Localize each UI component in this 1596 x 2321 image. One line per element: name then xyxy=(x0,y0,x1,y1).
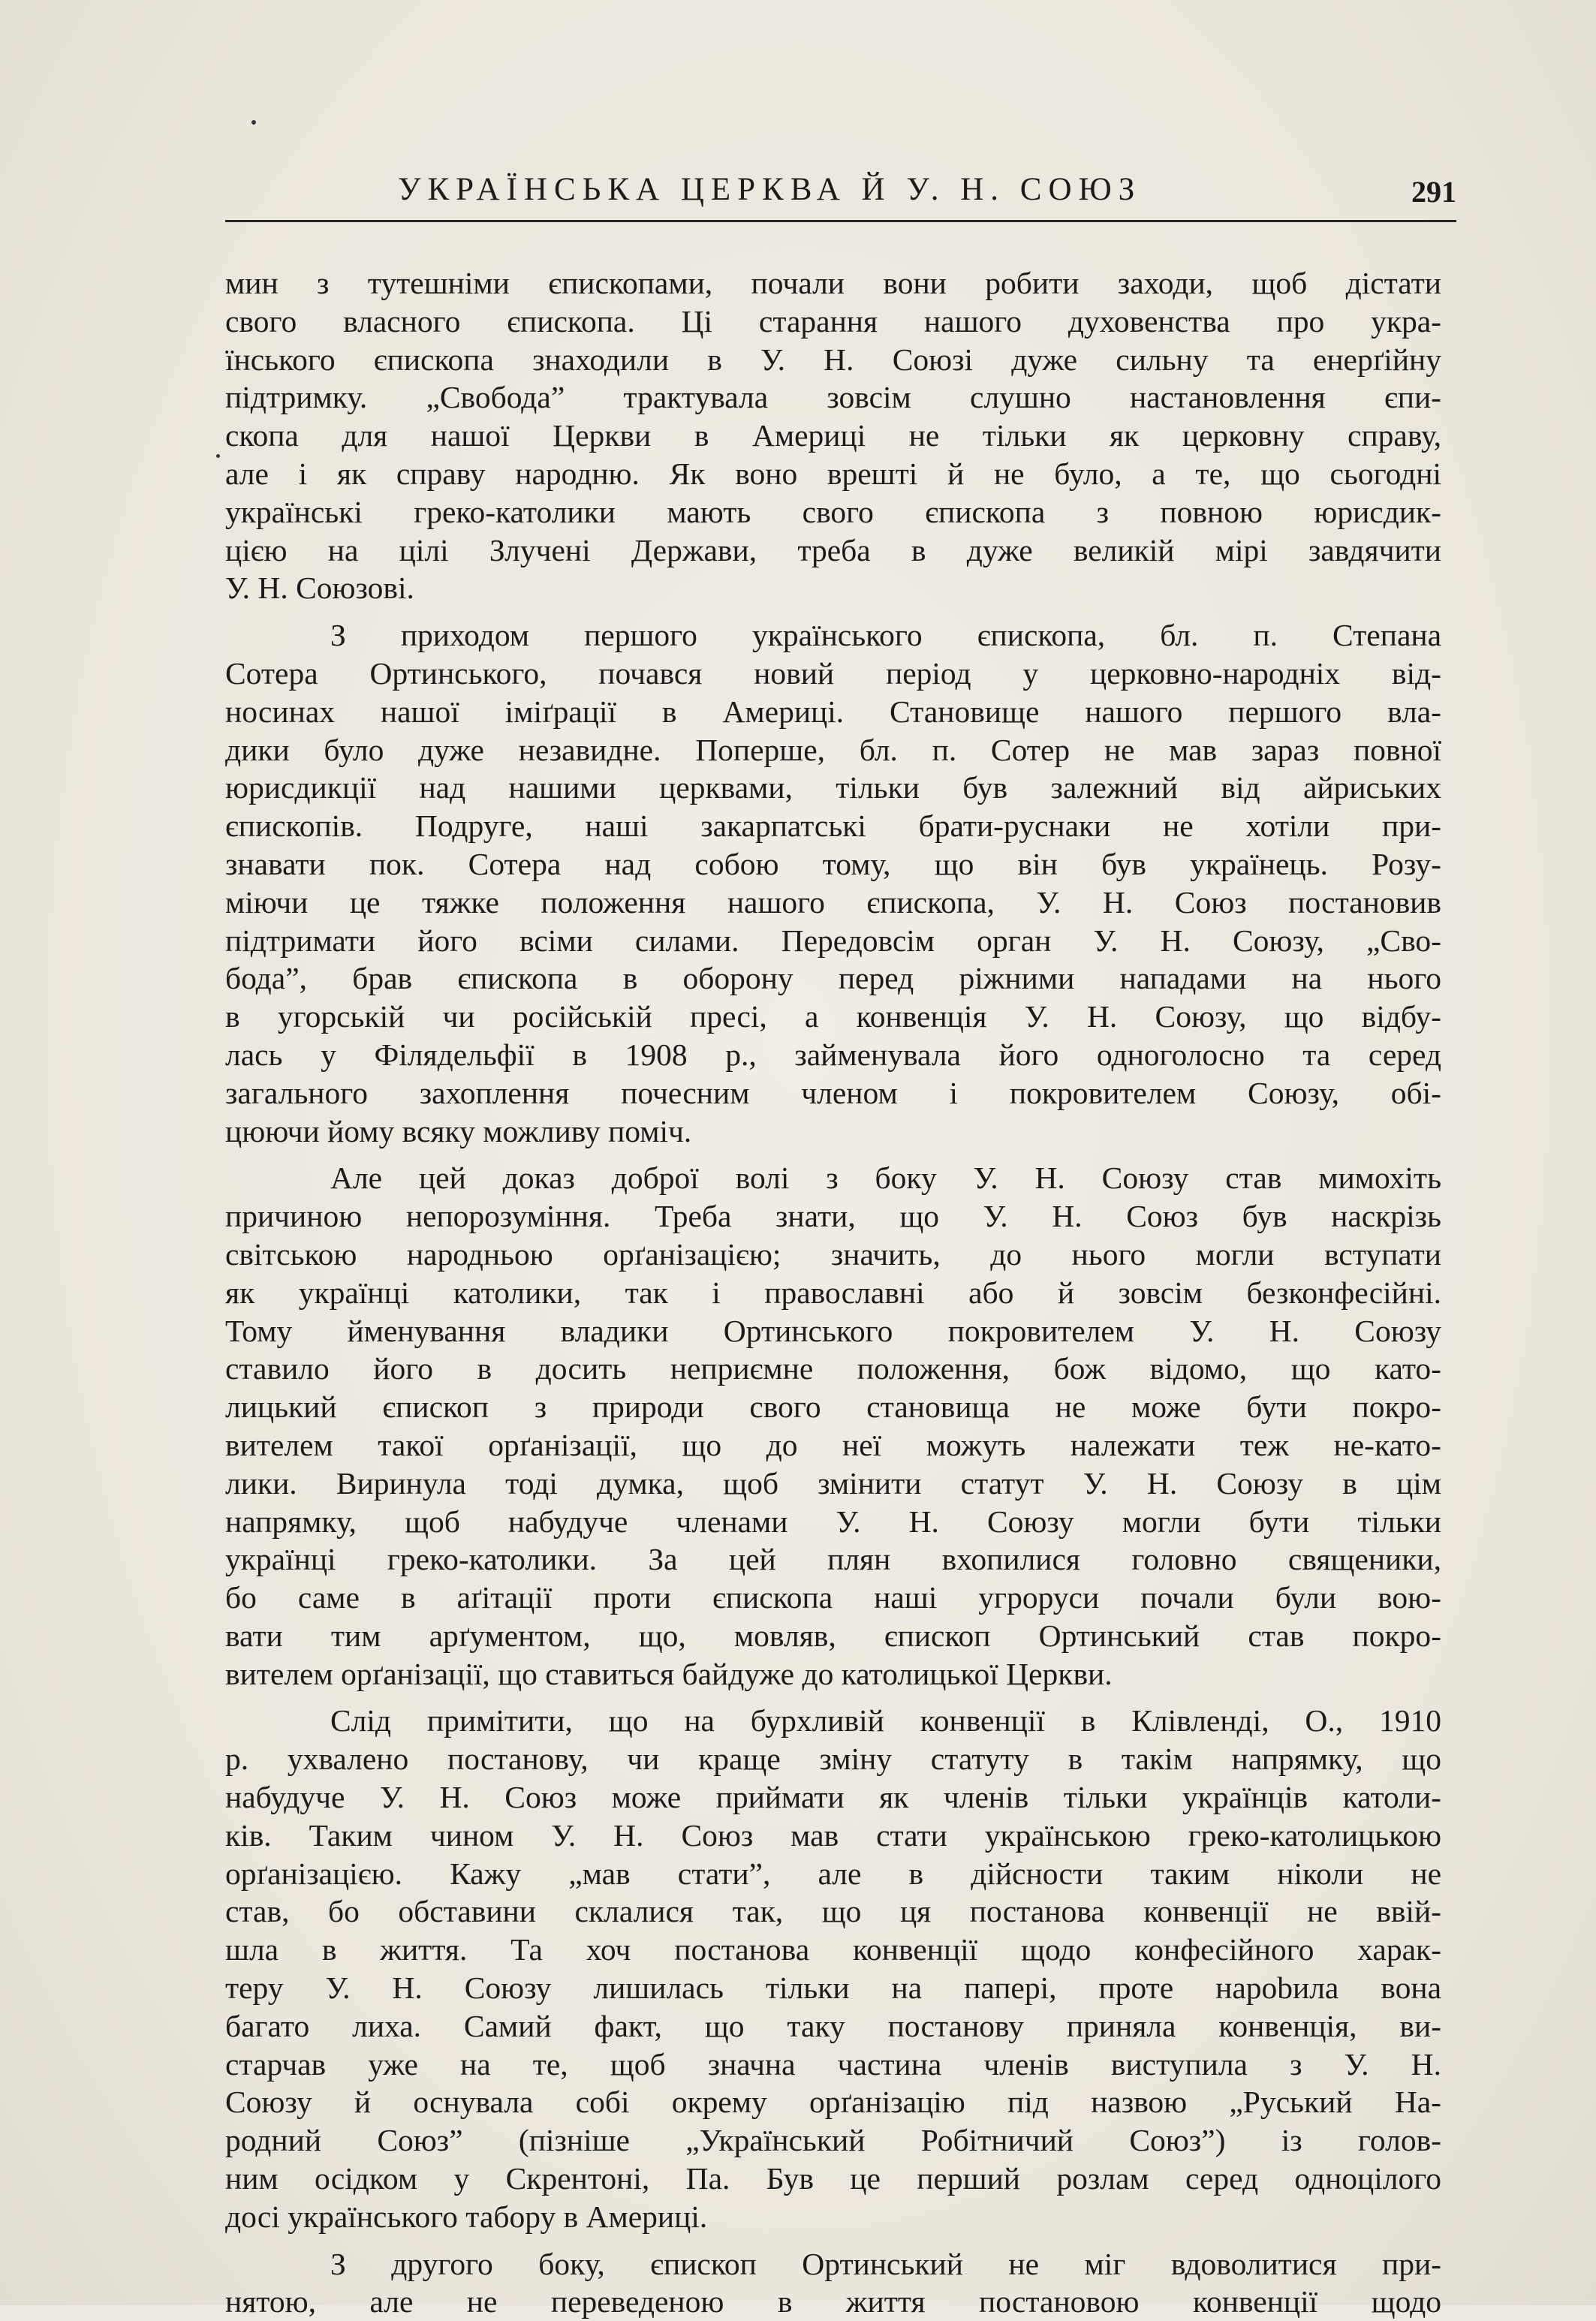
text-line: ків. Таким чином У. Н. Союз мав стати українською греко-католицькою xyxy=(225,1817,1441,1853)
text-line: як українці католики, так і православні або й зовсім безконфесійні. xyxy=(225,1275,1441,1310)
text-line: цією на цілі Злучені Держави, треба в дуже великій мірі завдячити xyxy=(225,532,1441,567)
paragraph xyxy=(225,1159,1441,1693)
text-line: Союзу й оснувала собі окрему орґанізацію під назвою „Руський На- xyxy=(225,2085,1441,2120)
page-number: 291 xyxy=(1411,175,1456,209)
text-line: р. ухвалено постанову, чи краще зміну статуту в такім напрямку, що xyxy=(225,1742,1441,1777)
text-line: Сотера Ортинського, почався новий період у церковно-народніх від- xyxy=(225,655,1441,691)
text-line: свого власного єпископа. Ці старання нашого духовенства про укра- xyxy=(225,303,1441,339)
body-text xyxy=(225,264,1441,2321)
paragraph-gap xyxy=(225,1693,1441,1702)
stray-mark xyxy=(251,120,256,125)
paragraph-gap xyxy=(225,1150,1441,1159)
text-line: міючи це тяжке положення нашого єпископа, У. Н. Союз постановив xyxy=(225,884,1441,920)
text-line: але і як справу народню. Як воно врешті й не було, а те, що сьогодні xyxy=(225,456,1441,491)
text-line: ним осідком у Скрентоні, Па. Був це перший розлам серед одноцілого xyxy=(225,2161,1441,2196)
text-line: мин з тутешніми єпископами, почали вони робити заходи, щоб дістати xyxy=(225,266,1441,300)
text-line: Слід примітити, що на бурхливій конвенції в Клівленді, О., 1910 xyxy=(330,1703,1441,1738)
paragraph xyxy=(225,2245,1441,2321)
text-line: ставило його в досить неприємне положення, бож відомо, що като- xyxy=(225,1351,1441,1386)
text-line: З приходом першого українського єпископа, бл. п. Степана xyxy=(330,618,1441,653)
text-line: скопа для нашої Церкви в Америці не тільки як церковну справу, xyxy=(225,418,1441,453)
text-line: дики було дуже незавидне. Поперше, бл. п. Сотер не мав зараз повної xyxy=(225,732,1441,767)
text-line: багато лиха. Самий факт, що таку постанову приняла конвенція, ви- xyxy=(225,2008,1441,2043)
text-line: українські греко-католики мають свого єпископа з повною юрисдик- xyxy=(225,494,1441,529)
header-rule xyxy=(225,220,1456,222)
text-line: світською народньою орґанізацією; значить, до нього могли вступати xyxy=(225,1236,1441,1272)
text-line: нятою, але не переведеною в життя постановою конвенції щодо xyxy=(225,2284,1441,2319)
paragraph xyxy=(225,1702,1441,2235)
text-line: вителем орґанізації, що ставиться байдуже до католицької Церкви. xyxy=(225,1656,1113,1691)
text-line: досі українського табору в Америці. xyxy=(225,2199,708,2234)
text-line: українці греко-католики. За цей плян вхопилися головно священики, xyxy=(225,1542,1441,1577)
text-line: орґанізацією. Кажу „мав стати”, але в дійсности таким ніколи не xyxy=(225,1856,1441,1891)
stray-mark xyxy=(216,454,220,458)
text-line: єпископів. Подруге, наші закарпатські брати-руснаки не хотіли при- xyxy=(225,808,1441,844)
text-line: Але цей доказ доброї волі з боку У. Н. Союзу став мимохіть xyxy=(330,1160,1441,1196)
text-line: вителем такої орґанізації, що до неї можуть належати теж не-като- xyxy=(225,1427,1441,1462)
paragraph-gap xyxy=(225,607,1441,616)
running-title: УКРАЇНСЬКА ЦЕРКВА Й У. Н. СОЮЗ xyxy=(398,172,1142,207)
text-line: знавати пок. Сотера над собою тому, що він був українець. Розу- xyxy=(225,846,1441,881)
text-line: цюючи йому всяку можливу поміч. xyxy=(225,1113,692,1148)
text-line: лики. Виринула тоді думка, щоб змінити статут У. Н. Союзу в цім xyxy=(225,1465,1441,1501)
paragraph xyxy=(225,264,1441,607)
text-line: старчав уже на те, щоб значна частина членів виступила з У. Н. xyxy=(225,2046,1441,2082)
text-line: юрисдикції над нашими церквами, тільки був залежний від айриських xyxy=(225,770,1441,805)
text-line: носинах нашої іміґрації в Америці. Становище нашого першого вла- xyxy=(225,694,1441,729)
text-line: набудуче У. Н. Союз може приймати як членів тільки українців католи- xyxy=(225,1780,1441,1815)
text-line: родний Союз” (пізніше „Український Робітничий Союз”) із голов- xyxy=(225,2123,1441,2158)
text-line: теру У. Н. Союзу лишилась тільки на папері, проте нарobила вона xyxy=(225,1970,1441,2006)
text-line: Тому йменування владики Ортинського покровителем У. Н. Союзу xyxy=(225,1313,1441,1348)
text-line: лась у Філядельфії в 1908 р., займенувала його одноголосно та серед xyxy=(225,1037,1441,1072)
text-line: лицький єпископ з природи свого становища не може бути покро- xyxy=(225,1389,1441,1425)
text-line: У. Н. Союзові. xyxy=(225,570,414,606)
text-line: в угорській чи російській пресі, а конвенція У. Н. Союзу, що відбу- xyxy=(225,999,1441,1034)
text-line: З другого боку, єпископ Ортинський не міг вдоволитися при- xyxy=(330,2246,1441,2281)
text-line: бо саме в аґітації проти єпископа наші угроруси почали були вою- xyxy=(225,1580,1441,1615)
text-line: шла в життя. Та хоч постанова конвенції щодо конфесійного харак- xyxy=(225,1932,1441,1967)
text-line: підтримку. „Свобода” трактувала зовсім слушно настановлення єпи- xyxy=(225,380,1441,415)
text-line: причиною непорозуміння. Треба знати, що У. Н. Союз був наскрізь xyxy=(225,1199,1441,1234)
text-line: загального захоплення почесним членом і покровителем Союзу, обі- xyxy=(225,1075,1441,1110)
text-line: став, бо обставини склалися так, що ця постанова конвенції не ввій- xyxy=(225,1894,1441,1929)
paragraph-gap xyxy=(225,2236,1441,2245)
text-line: підтримати його всіми силами. Передовсім орган У. Н. Союзу, „Сво- xyxy=(225,923,1441,958)
text-line: напрямку, щоб набудуче членами У. Н. Союзу могли бути тільки xyxy=(225,1504,1441,1539)
text-line: вати тим арґументом, що, мовляв, єпископ Ортинський став покро- xyxy=(225,1618,1441,1653)
text-line: бода”, брав єпископа в оборону перед ріжними нападами на нього xyxy=(225,961,1441,996)
paragraph xyxy=(225,616,1441,1150)
page-header xyxy=(225,171,1456,224)
text-line: їнського єпископа знаходили в У. Н. Союзі дуже сильну та енерґійну xyxy=(225,342,1441,377)
